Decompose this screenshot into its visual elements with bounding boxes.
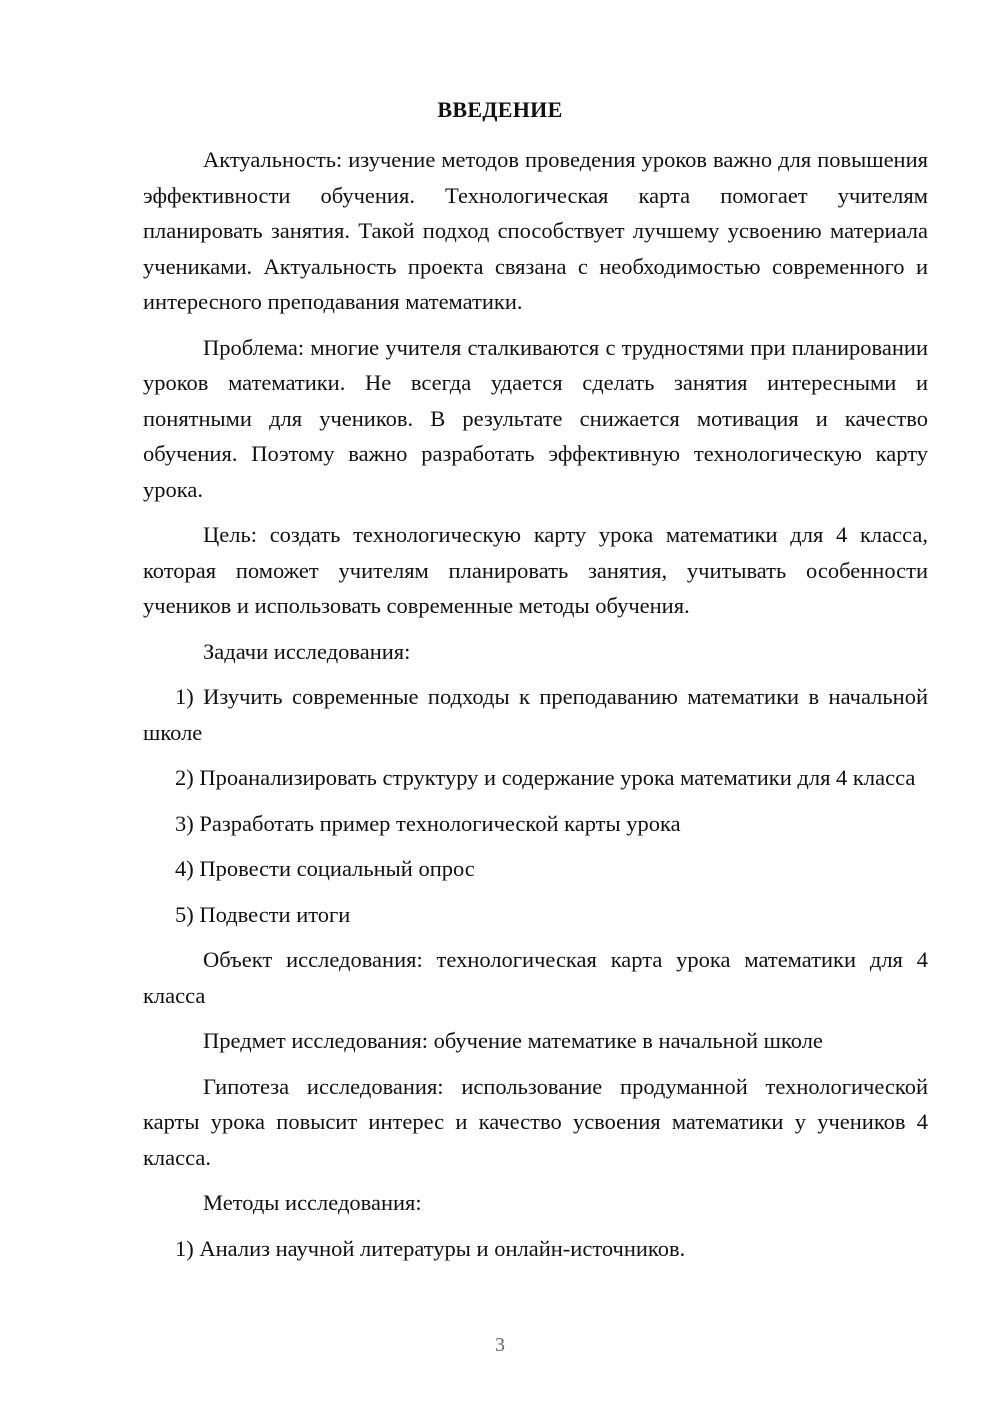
task-item-4: 4) Провести социальный опрос [175, 856, 475, 881]
paragraph-methods-heading: Методы исследования: [203, 1190, 422, 1215]
task-item-5: 5) Подвести итоги [175, 901, 351, 927]
task-item-3: 3) Разработать пример технологической карты урока [175, 810, 681, 836]
method-item-1: 1) Анализ научной литературы и онлайн-источников. [175, 1235, 686, 1261]
paragraph-object: Объект исследования: технологическая карта урока математики для 4 класса [143, 947, 928, 1008]
paragraph-hypothesis: Гипотеза исследования: использование продуманной технологической карты урока повысит интерес и качество усвоения математики у учеников 4 класса. [143, 1073, 928, 1170]
page-number: 3 [495, 1334, 505, 1356]
paragraph-tasks-heading: Задачи исследования: [203, 638, 411, 664]
document-body [143, 142, 928, 1276]
paragraph-subject: Предмет исследования: обучение математике в начальной школе [203, 1028, 823, 1053]
paragraph-goal: Цель: создать технологическую карту урока математики для 4 класса, которая поможет учителям планировать занятия, учитывать особенности учеников и использовать современные методы обучения. [143, 522, 928, 618]
paragraph-problem: Проблема: многие учителя сталкиваются с трудностями при планировании уроков математики. Не всегда удается сделать занятия интересными и понятными для учеников. В результате снижается мотивация и качество обучения. Поэтому важно разработать эффективную технологическую карту урока. [143, 334, 928, 502]
task-item-2: 2) Проанализировать структуру и содержание урока математики для 4 класса [175, 765, 916, 790]
section-title: ВВЕДЕНИЕ [437, 97, 563, 122]
paragraph-relevance: Актуальность: изучение методов проведения уроков важно для повышения эффективности обучения. Технологическая карта помогает учителям планировать занятия. Такой подход способствует лучшему усвоению материала учениками. Актуальность проекта связана с необходимостью современного и интересного преподавания математики. [143, 147, 928, 314]
task-item-1: 1) Изучить современные подходы к преподаванию математики в начальной школе [143, 684, 928, 745]
